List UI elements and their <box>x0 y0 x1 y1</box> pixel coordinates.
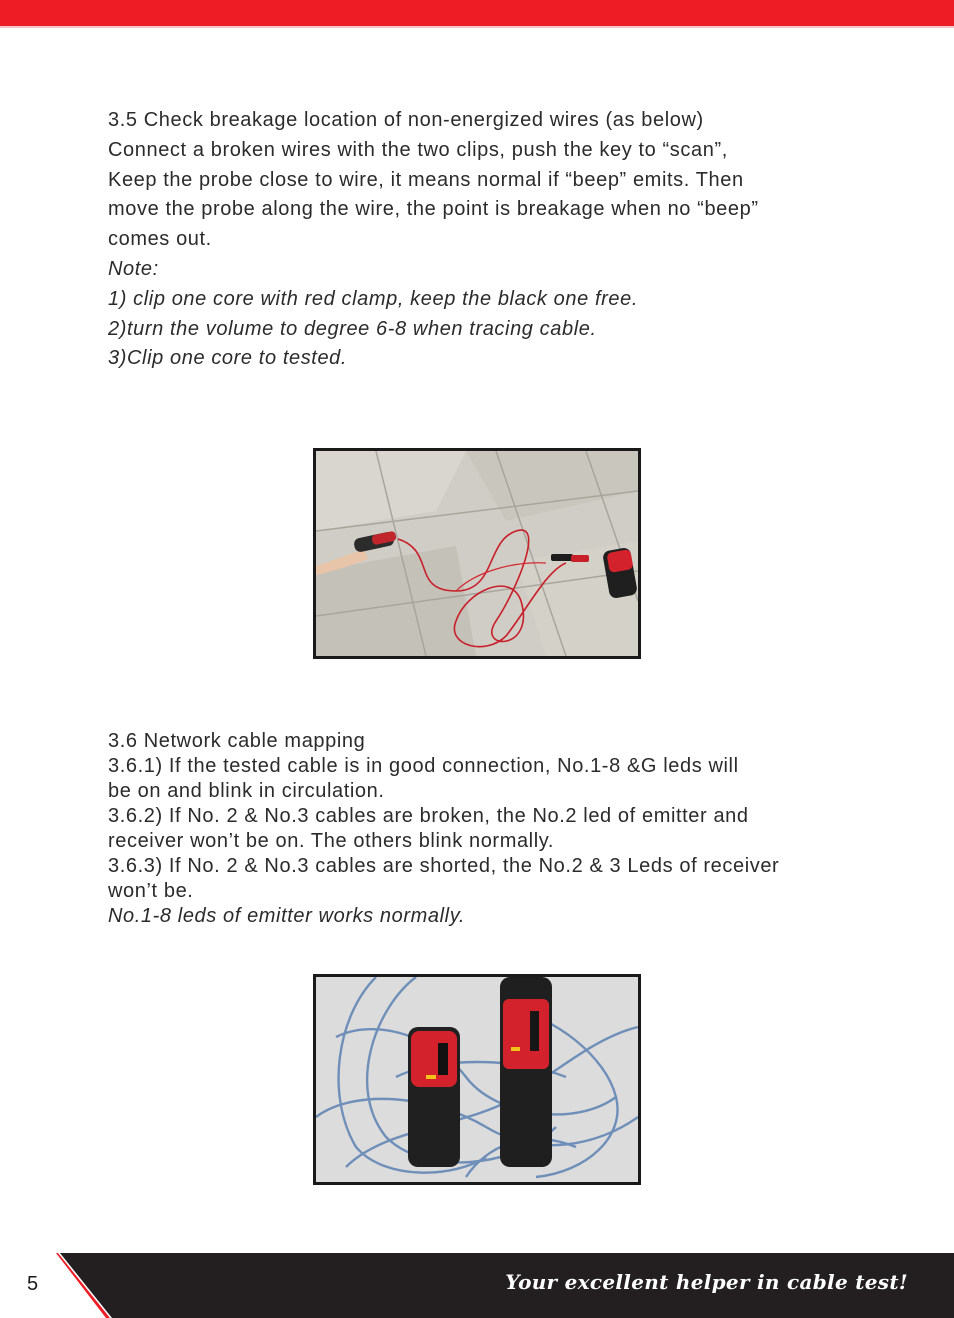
paragraph-line: Connect a broken wires with the two clips, push the key to “scan”, <box>108 138 728 161</box>
section-3-6 <box>108 729 853 929</box>
photo-wire-tracing <box>313 448 641 659</box>
paragraph-line: 3.6 Network cable mapping <box>108 730 366 752</box>
page-number: 5 <box>27 1273 39 1295</box>
paragraph-line: comes out. <box>108 228 212 251</box>
footer-tagline: Your excellent helper in cable test! <box>505 1270 908 1294</box>
note-line: 2)turn the volume to degree 6-8 when tracing cable. <box>108 317 597 340</box>
note-line: 3)Clip one core to tested. <box>108 347 348 370</box>
paragraph-line: 3.6.1) If the tested cable is in good connection, No.1-8 &G leds will <box>108 755 739 777</box>
top-red-bar <box>0 0 954 26</box>
paragraph-line: won’t be. <box>108 880 194 902</box>
paragraph-line: 3.5 Check breakage location of non-energized wires (as below) <box>108 109 704 131</box>
note-heading: Note: <box>108 257 159 280</box>
paragraph-line: 3.6.2) If No. 2 & No.3 cables are broken, the No.2 led of emitter and <box>108 805 749 827</box>
top-divider <box>0 26 954 28</box>
photo-cable-mapping-illustration <box>316 977 638 1182</box>
paragraph-line: be on and blink in circulation. <box>108 780 385 802</box>
note-line: No.1-8 leds of emitter works normally. <box>108 905 465 927</box>
paragraph-line: receiver won’t be on. The others blink normally. <box>108 830 555 852</box>
paragraph-line: Keep the probe close to wire, it means normal if “beep” emits. Then <box>108 168 744 191</box>
paragraph-line: move the probe along the wire, the point is breakage when no “beep” <box>108 198 759 221</box>
note-line: 1) clip one core with red clamp, keep the black one free. <box>108 287 639 310</box>
photo-cable-mapping <box>313 974 641 1185</box>
section-3-5 <box>108 106 853 374</box>
photo-wire-tracing-illustration <box>316 451 638 656</box>
paragraph-line: 3.6.3) If No. 2 & No.3 cables are shorted, the No.2 & 3 Leds of receiver <box>108 855 780 877</box>
